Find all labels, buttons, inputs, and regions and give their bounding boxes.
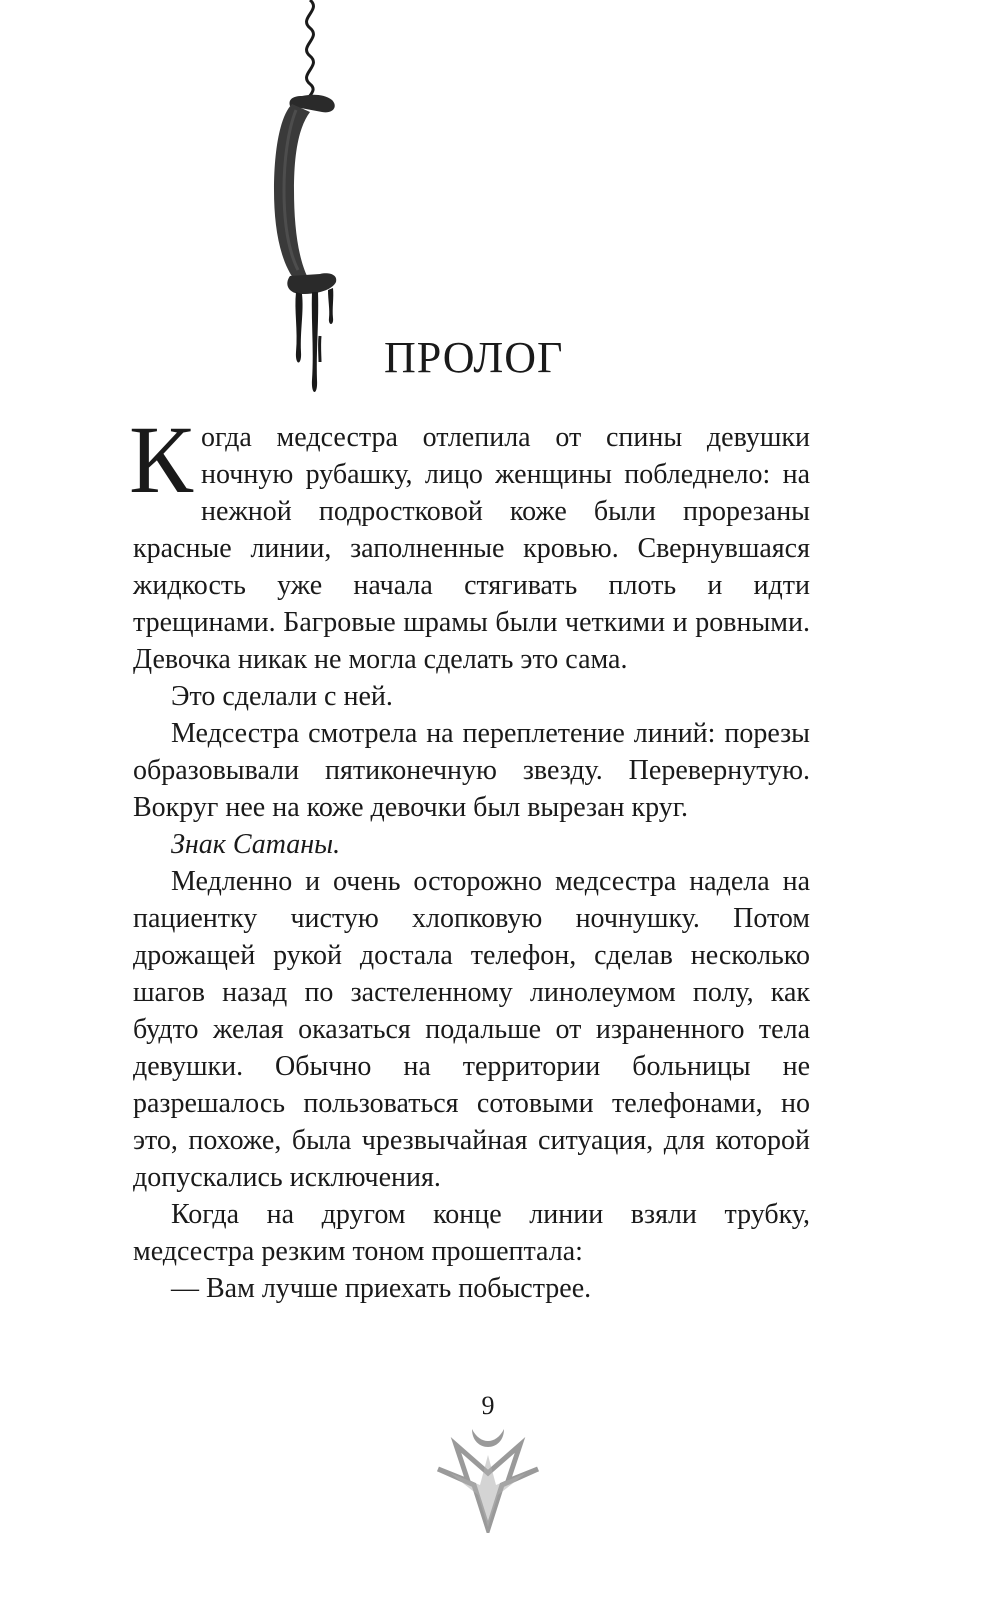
paragraph-6: Когда на другом конце линии взяли трубку, медсестра резким тоном прошептала: <box>133 1199 810 1267</box>
chapter-title: ПРОЛОГ <box>384 333 564 382</box>
paragraph-2: Это сделали с ней. <box>171 681 393 712</box>
drop-cap: К <box>129 406 194 513</box>
paragraph-1-text: огда медсестра отлепила от спины девушки ночную рубашку, лицо женщины побледнело: на нежной подростковой коже были прорезаны красные линии, заполненные кровью. Свернувшаяся жидкость уже начала стягивать плоть и идти трещинами. Багровые шрамы были четкими и ровными. Девочка никак не могла сделать это сама. <box>133 422 810 675</box>
hanging-phone-icon <box>262 0 372 400</box>
paragraph-3: Медсестра смотрела на переплетение линий: порезы образовывали пятиконечную звезду. Перевернутую. Вокруг нее на коже девочки был вырезан круг. <box>133 718 810 823</box>
pentagram-crescent-icon <box>436 1425 540 1533</box>
paragraph-7: — Вам лучше приехать побыстрее. <box>171 1273 592 1304</box>
page-number: 9 <box>481 1391 495 1420</box>
paragraph-4: Знак Сатаны. <box>171 829 341 860</box>
paragraph-5: Медленно и очень осторожно медсестра надела на пациентку чистую хлопковую ночнушку. Потом дрожащей рукой достала телефон, сделав несколько шагов назад по застеленному линолеумом полу, как будто желая оказаться подальше от израненного тела девушки. Обычно на территории больницы не разрешалось пользоваться сотовыми телефонами, но это, похоже, была чрезвычайная ситуация, для которой допускались исключения. <box>133 866 810 1193</box>
paragraph-1 <box>129 406 810 678</box>
body-text <box>129 406 810 1307</box>
